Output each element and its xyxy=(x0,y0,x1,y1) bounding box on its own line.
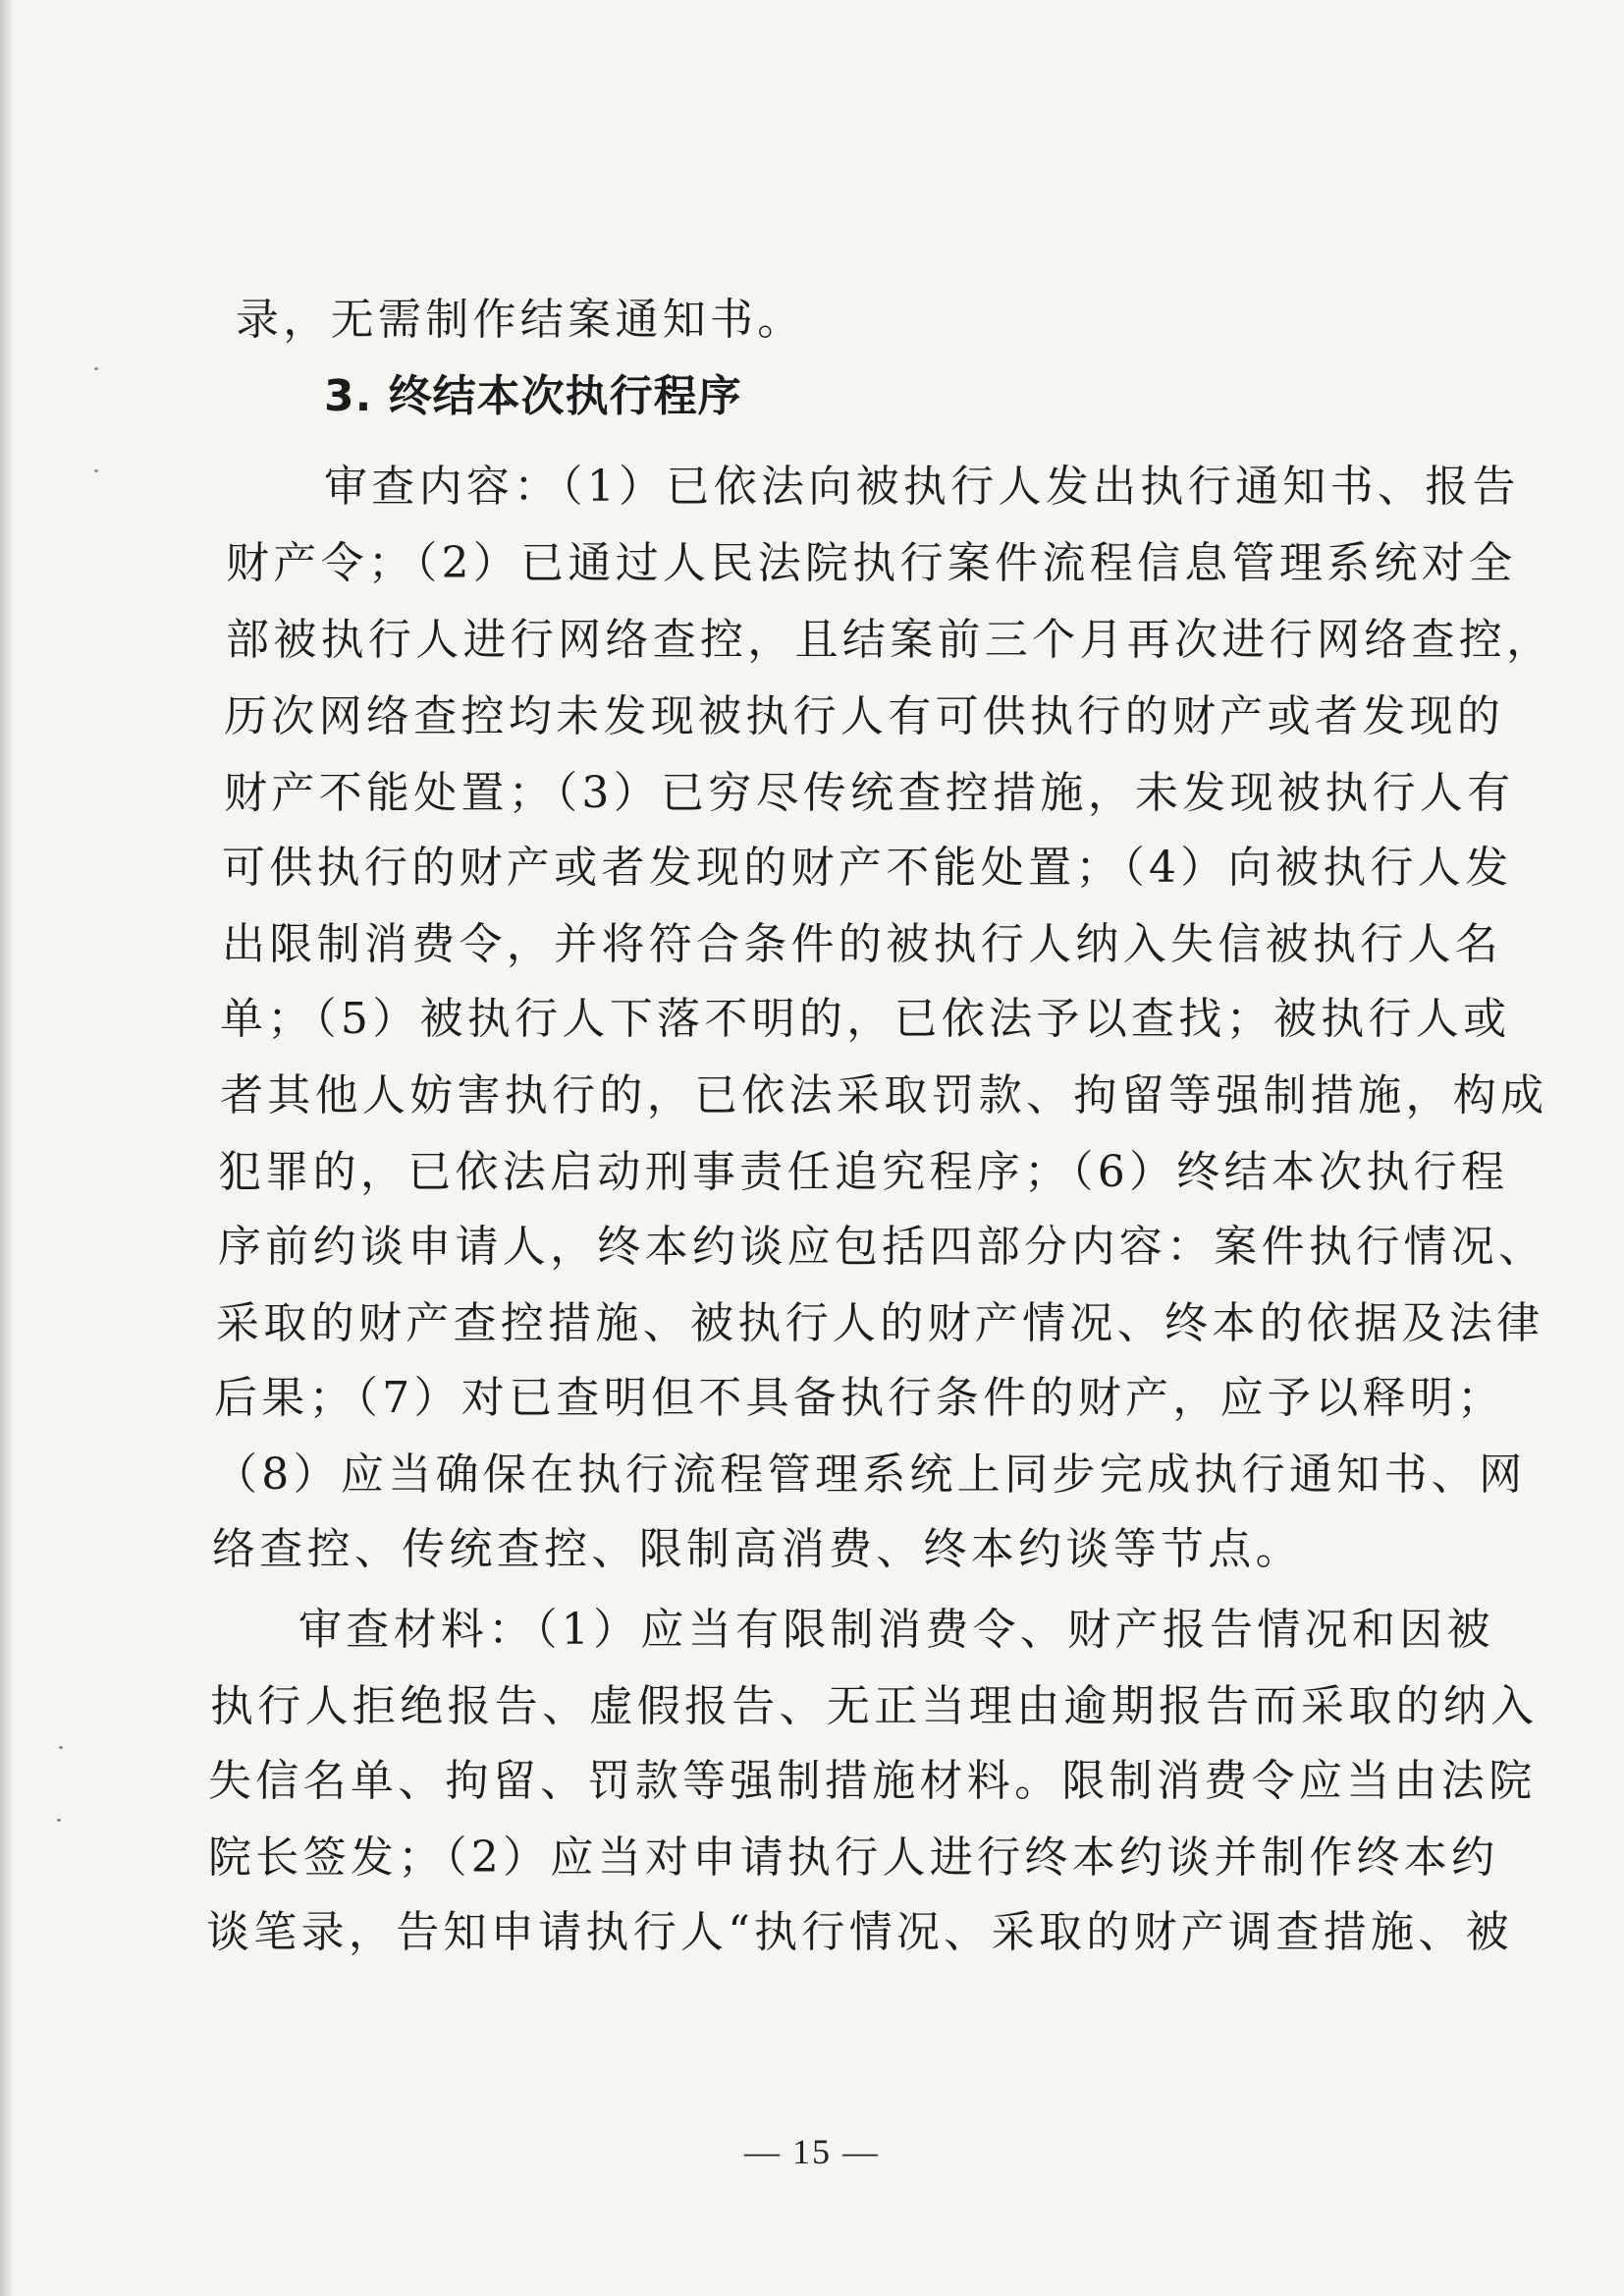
text-line: 序前约谈申请人，终本约谈应包括四部分内容：案件执行情况、 xyxy=(218,1222,1546,1272)
text-line: 者其他人妨害执行的，已依法采取罚款、拘留等强制措施，构成 xyxy=(220,1070,1548,1121)
text-line: 财产不能处置；（3）已穷尽传统查控措施，未发现被执行人有 xyxy=(224,768,1515,818)
scan-speck xyxy=(94,469,98,472)
scan-speck xyxy=(94,367,98,370)
text-line: 录，无需制作结案通知书。 xyxy=(236,295,805,345)
text-line: 历次网络查控均未发现被执行人有可供执行的财产或者发现的 xyxy=(224,691,1505,741)
text-line: 采取的财产查控措施、被执行人的财产情况、终本的依据及法律 xyxy=(216,1298,1544,1348)
text-line: 审查材料：（1）应当有限制消费令、财产报告情况和因被 xyxy=(298,1605,1494,1655)
text-line: 财产令；（2）已通过人民法院执行案件流程信息管理系统对全 xyxy=(226,538,1517,588)
text-line: 后果；（7）对已查明但不具备执行条件的财产，应予以释明； xyxy=(214,1373,1505,1423)
text-line: 谈笔录，告知申请执行人“执行情况、采取的财产调查措施、被 xyxy=(206,1907,1513,1957)
text-line: 络查控、传统查控、限制高消费、终本约谈等节点。 xyxy=(212,1524,1303,1574)
scan-speck xyxy=(59,1746,63,1749)
text-line: 院长签发；（2）应当对申请执行人进行终本约谈并制作终本约 xyxy=(208,1832,1499,1883)
text-line: 审查内容：（1）已依法向被执行人发出执行通知书、报告 xyxy=(324,462,1520,512)
scan-shadow-edge xyxy=(0,0,14,2296)
scan-speck xyxy=(57,1819,61,1822)
page-number: — 15 — xyxy=(744,2132,880,2171)
text-line: 犯罪的，已依法启动刑事责任追究程序；（6）终结本次执行程 xyxy=(218,1147,1509,1197)
text-line: 执行人拒绝报告、虚假报告、无正当理由逾期报告而采取的纳入 xyxy=(210,1681,1539,1731)
text-line: 部被执行人进行网络查控，且结案前三个月再次进行网络查控， xyxy=(226,615,1554,665)
section-heading: 3. 终结本次执行程序 xyxy=(324,371,742,421)
text-line: （8）应当确保在执行流程管理系统上同步完成执行通知书、网 xyxy=(214,1449,1527,1500)
text-line: 可供执行的财产或者发现的财产不能处置；（4）向被执行人发 xyxy=(222,843,1513,893)
text-line: 失信名单、拘留、罚款等强制措施材料。限制消费令应当由法院 xyxy=(208,1756,1537,1806)
text-line: 单；（5）被执行人下落不明的，已依法予以查找；被执行人或 xyxy=(220,994,1511,1044)
text-line: 出限制消费令，并将符合条件的被执行人纳入失信被执行人名 xyxy=(222,919,1503,969)
